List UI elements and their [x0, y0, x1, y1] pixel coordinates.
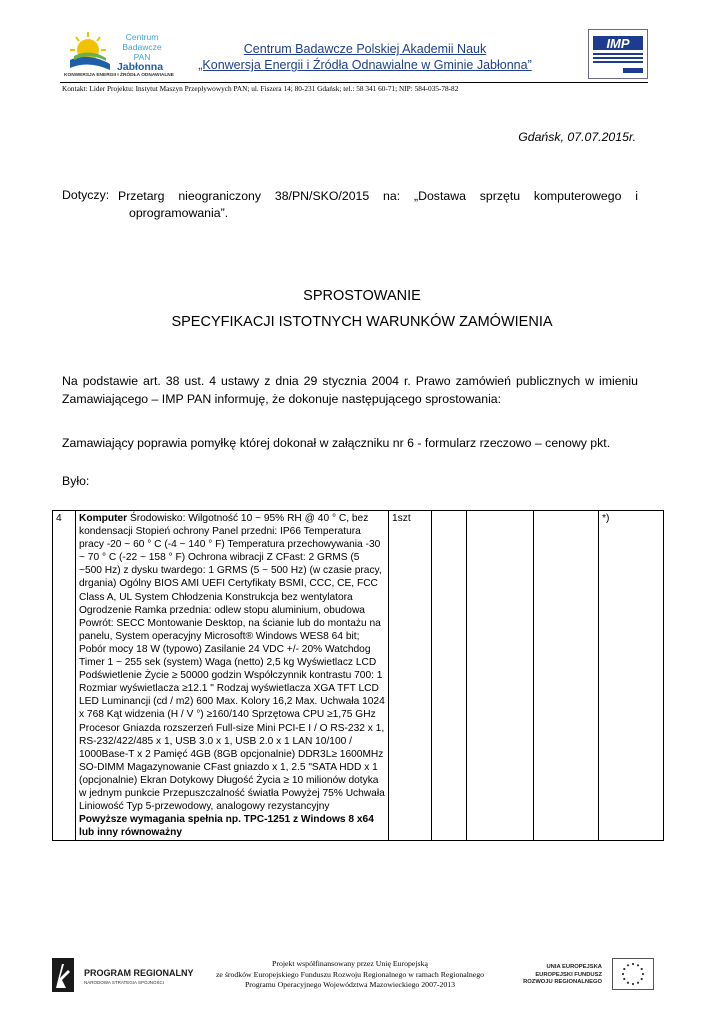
cell-description: [76, 511, 389, 841]
logo-name: Jabłonna: [116, 61, 164, 73]
sun-logo-icon: [66, 30, 114, 74]
header-divider: [60, 82, 648, 83]
footer-line-2: ze środków Europejskiego Funduszu Rozwoju Regionalnego w ramach Regionalnego: [215, 969, 485, 979]
table-row: [53, 511, 664, 841]
subject-text: [118, 188, 638, 222]
header-title-line-2: „Konwersja Energii i Źródła Odnawialne w Gminie Jabłonna”: [198, 58, 532, 72]
eu-line-2: EUROPEJSKI FUNDUSZ: [535, 971, 602, 978]
footer-line-3: Programu Operacyjnego Województwa Mazowieckiego 2007-2013: [244, 980, 456, 989]
cell-lp: 4: [53, 511, 76, 841]
logo-centrum-badawcze: [64, 30, 174, 82]
eu-line-3: ROZWOJU REGIONALNEGO: [523, 979, 602, 985]
subject-label: Dotyczy:: [62, 188, 110, 202]
eu-flag-icon: [612, 958, 654, 990]
logo-line-1: Centrum: [125, 32, 159, 42]
footer-line-1: Projekt współfinansowany przez Unię Europejską: [272, 959, 428, 968]
logo-program-regionalny: [52, 958, 200, 992]
svg-text:IMP: IMP: [606, 36, 630, 51]
footer-funding-note: [200, 959, 500, 991]
desc-bold-end: Powyższe wymagania spełnia np. TPC-1251 z Windows 8 x64 lub inny równoważny: [79, 814, 374, 839]
subject-line-1: Przetarg nieograniczony 38/PN/SKO/2015 na: „Dostawa sprzętu komputerowego i: [118, 189, 638, 203]
label-bylo: Było:: [62, 474, 90, 488]
eu-fund-text: [520, 964, 602, 987]
subject-line-2: oprogramowania”.: [129, 206, 229, 220]
logo-tagline: KONWERSJA ENERGII I ŹRÓDŁA ODNAWIALNE: [64, 73, 174, 78]
desc-body: Środowisko: Wilgotność 10 ~ 95% RH @ 40 ° C, bez kondensacji Stopień ochrony Panel przedni: IP66 Temperatura pracy -20 ~ 60 ° C (-4 ~ 140 ° F) Temperatura przechowywania -30 ~ 70 ° C (-22 ~ 158 ° F) Ochrona wibracji Z CFast: 2 GRMS (5 ~500 Hz) z dysku twardego: 1 GRMS (5 ~ 500 Hz) (w czasie pracy, drgania) Ogólny BIOS AMI UEFI Certyfikaty BSMI, CCC, CE, FCC Class A, UL System Chłodzenia Konstrukcja bez wentylatora Ogrodzenie Ramka przednia: odlew stopu aluminium, obudowa Powrót: SECC Montowanie Desktop, na ścianie lub do montażu na panelu, System operacyjny Microsoft® Windows WES8 64 bit; Pobór mocy 18 W (typowo) Zasilanie 24 VDC +/- 20% Watchdog Timer 1 ~ 255 sek (system) Waga (netto) 2,5 kg Wyświetlacz LCD Podświetlenie Życie ≥ 50000 godzin Współczynnik kontrastu 700: 1 Rozmiar wyświetlacza ≥12.1 " Rodzaj wyświetlacza XGA TFT LCD LED Luminancji (cd / m2) 600 Max. Kolory 16,2 Max. Uchwała 1024 x 768 Kąt widzenia (H / V °) ≥160/140 Sprzętowa CPU ≥1,75 GHz Procesor Gniazda rozszerzeń Full-size Mini PCI-E I / O RS-232 x 1, RS-232/422/485 x 1, USB 3.0 x 1, USB 2.0 x 1 LAN 10/100 / 1000Base-T x 2 Pamięć 4GB (8GB opcjonalnie) DDR3L≥ 1600MHz SO-DIMM Magazynowanie CFast gniazdo x 1, 2.5 "SATA HDD x 1 (opcjonalnie) Ekran Dotykowy Długość Życia ≥ 10 milionów dotyka w jednym punkcie Przepuszczalność światła Powyżej 75% Uchwała Liniowość Typ 5-przewodowy, analogowy rezystancyjny: [79, 513, 385, 813]
document-date: Gdańsk, 07.07.2015r.: [518, 130, 636, 144]
program-subtitle: NARODOWA STRATEGIA SPÓJNOŚCI: [84, 980, 165, 985]
spec-table: [52, 510, 664, 841]
logo-imp-pan: [588, 29, 648, 79]
cell-note: *): [599, 511, 664, 841]
cell-quantity: 1szt: [389, 511, 432, 841]
cell-empty-3: [534, 511, 599, 841]
cell-empty-2: [467, 511, 534, 841]
desc-bold-start: Komputer: [79, 513, 128, 524]
logo-line-2: Badawcze: [122, 42, 162, 52]
paragraph-legal-basis: Na podstawie art. 38 ust. 4 ustawy z dnia 29 stycznia 2004 r. Prawo zamówień publicznych w imieniu Zamawiającego – IMP PAN informuję, że dokonuje następującego sprostowania:: [62, 374, 638, 406]
cell-empty-1: [432, 511, 467, 841]
eu-line-1: UNIA EUROPEJSKA: [546, 964, 602, 970]
program-regionalny-icon: [52, 958, 74, 992]
heading-sprostowanie: SPROSTOWANIE: [303, 288, 421, 304]
header-title-line-1: Centrum Badawcze Polskiej Akademii Nauk: [243, 42, 487, 56]
contact-info: Kontakt: Lider Projektu: Instytut Maszyn Przepływowych PAN; ul. Fiszera 14; 80-231 Gdańsk; tel.: 58 341 60-71; NIP: 584-035-78-82: [62, 84, 459, 93]
program-title: PROGRAM REGIONALNY: [84, 968, 194, 978]
logo-line-3: PAN: [133, 52, 151, 62]
imp-logo-icon: [589, 30, 647, 78]
heading-specyfikacji: SPECYFIKACJI ISTOTNYCH WARUNKÓW ZAMÓWIENIA: [171, 314, 553, 330]
paragraph-correction: Zamawiający poprawia pomyłkę której dokonał w załączniku nr 6 - formularz rzeczowo – cenowy pkt.: [62, 436, 611, 450]
